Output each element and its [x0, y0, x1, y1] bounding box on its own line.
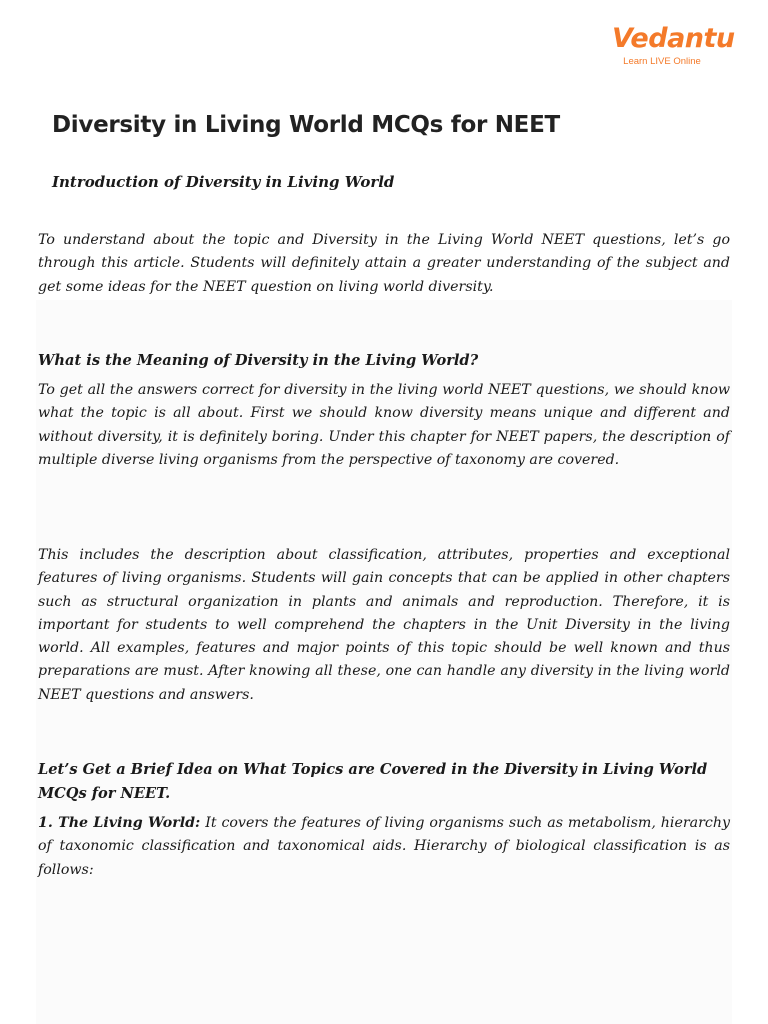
logo-wordmark: Vedantu [612, 23, 735, 54]
meaning-heading: What is the Meaning of Diversity in the Living World? [38, 352, 479, 369]
intro-heading: Introduction of Diversity in Living World [52, 173, 395, 191]
living-world-lead: 1. The Living World: [38, 815, 201, 831]
meaning-paragraph: To get all the answers correct for diversity in the living world NEET questions, we should know what the topic is all about. First we should know diversity means unique and different and without diversity, it is definitely boring. Under this chapter for NEET papers, the description of multiple diverse living organisms from the perspective of taxonomy are covered. [38, 382, 730, 468]
logo-tagline: Learn LIVE Online [623, 56, 701, 67]
topics-heading: Let’s Get a Brief Idea on What Topics are Covered in the Diversity in Living World MCQs for NEET. [38, 761, 708, 802]
living-world-paragraph [38, 812, 730, 882]
intro-paragraph: To understand about the topic and Diversity in the Living World NEET questions, let’s go through this article. Students will definitely attain a greater understanding of the subject and get some ideas for the NEET question on living world diversity. [38, 232, 730, 295]
page-title: Diversity in Living World MCQs for NEET [52, 112, 560, 138]
includes-paragraph: This includes the description about classification, attributes, properties and exceptional features of living organisms. Students will gain concepts that can be applied in other chapters such as structural organization in plants and animals and reproduction. Therefore, it is important for students to well comprehend the chapters in the Unit Diversity in the living world. All examples, features and major points of this topic should be well known and thus preparations are must. After knowing all these, one can handle any diversity in the living world NEET questions and answers. [38, 547, 730, 703]
vedantu-logo[interactable] [612, 23, 735, 68]
living-world-text: It covers the features of living organisms such as metabolism, hierarchy of taxonomic classification and taxonomical aids. Hierarchy of biological classification is as follows: [38, 815, 730, 878]
